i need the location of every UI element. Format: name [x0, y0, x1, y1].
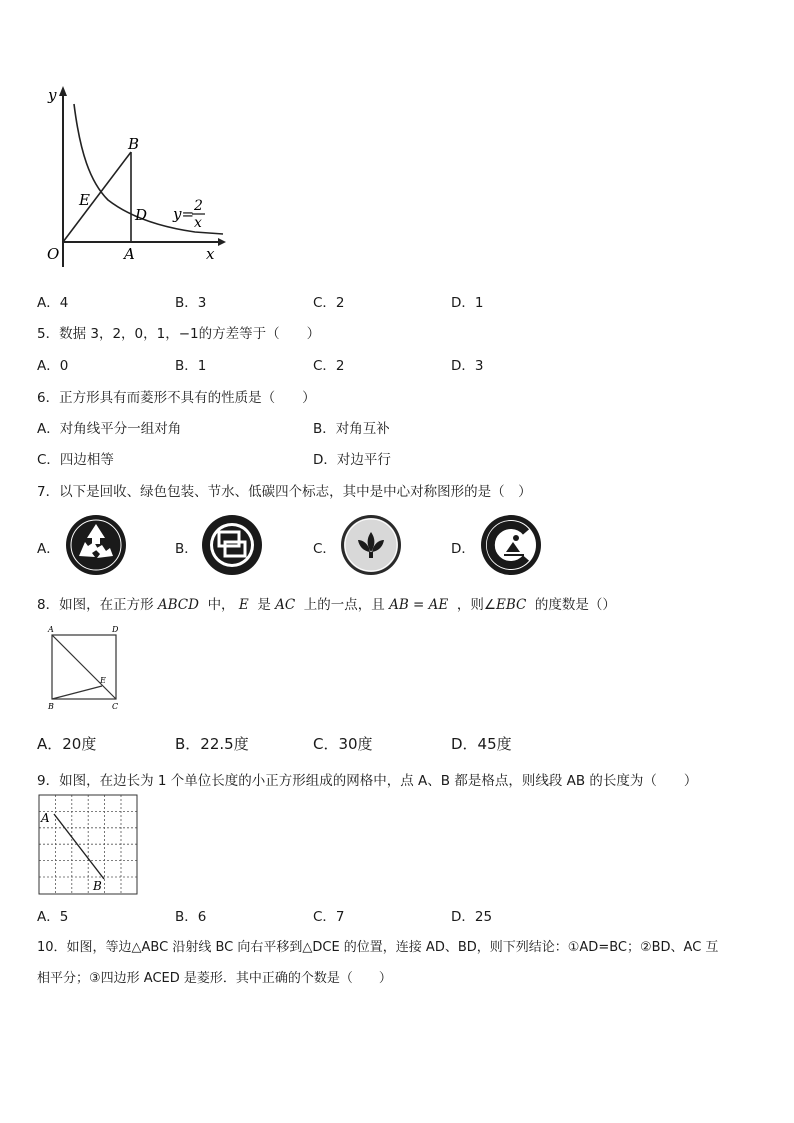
label-x: x [206, 245, 215, 263]
q8-label-D: D [112, 625, 119, 634]
q8-stem: 8．如图，在正方形 ABCD 中， E 是 AC 上的一点，且 AB = AE ，则∠EBC 的度数是（） [37, 597, 616, 613]
q4-option-a[interactable]: A．4 [37, 295, 69, 311]
q8-option-c[interactable]: C．30度 [313, 735, 373, 753]
q8-option-a[interactable]: A．20度 [37, 735, 97, 753]
segment-AB [54, 814, 104, 879]
q10-stem-line1: 10．如图，等边△ABC 沿射线 BC 向右平移到△DCE 的位置，连接 AD、BD，则下列结论：①AD=BC；②BD、AC 互 [37, 940, 719, 955]
q6-option-b[interactable]: B．对角互补 [313, 421, 390, 437]
q4-option-c[interactable]: C．2 [313, 295, 345, 311]
q9-label-A: A [41, 811, 50, 825]
q7-stem: 7．以下是回收、绿色包装、节水、低碳四个标志，其中是中心对称图形的是（ ） [37, 484, 532, 500]
water-saving-logo-icon[interactable] [340, 514, 402, 576]
diagonal-AC [52, 635, 116, 699]
q9-grid-figure [38, 794, 138, 896]
q5-option-b[interactable]: B．1 [175, 358, 207, 374]
q5-option-d[interactable]: D．3 [451, 358, 484, 374]
q8-point-E: E [238, 597, 249, 613]
q8-segment-AC: AC [275, 597, 296, 613]
q9-option-b[interactable]: B．6 [175, 909, 207, 925]
q6-option-d[interactable]: D．对边平行 [313, 452, 391, 468]
q4-option-d[interactable]: D．1 [451, 295, 484, 311]
segment-BE [52, 686, 102, 699]
q7-option-a-letter[interactable]: A． [37, 541, 60, 557]
q8-equation: AB = AE [389, 597, 449, 613]
label-O: O [47, 245, 60, 263]
q4-option-b[interactable]: B．3 [175, 295, 207, 311]
q9-grid-lines [39, 795, 137, 894]
label-y: y [48, 86, 57, 104]
curve-label-prefix: y= [173, 205, 195, 223]
q9-option-a[interactable]: A．5 [37, 909, 69, 925]
label-E: E [79, 191, 90, 209]
label-A: A [124, 245, 135, 263]
q8-square-figure [44, 623, 124, 713]
label-B: B [128, 135, 140, 153]
q9-option-c[interactable]: C．7 [313, 909, 345, 925]
q9-stem: 9．如图，在边长为 1 个单位长度的小正方形组成的网格中，点 A、B 都是格点，则线段 AB 的长度为（ ） [37, 773, 698, 789]
q8-option-b[interactable]: B．22.5度 [175, 735, 249, 753]
q9-label-B: B [93, 879, 102, 893]
curve-label-den: x [194, 215, 202, 231]
curve-label-num: 2 [194, 198, 203, 214]
low-carbon-logo-icon[interactable] [480, 514, 542, 576]
label-D: D [135, 206, 148, 224]
q8-angle: EBC [495, 597, 527, 613]
q8-label-E: E [100, 676, 106, 685]
q7-option-b-letter[interactable]: B． [175, 541, 198, 557]
q8-label-A: A [48, 625, 54, 634]
q6-option-a[interactable]: A．对角线平分一组对角 [37, 421, 182, 437]
q7-option-d-letter[interactable]: D． [451, 541, 475, 557]
q8-option-d[interactable]: D．45度 [451, 735, 512, 753]
q5-stem: 5．数据 3，2，0，1，−1的方差等于（ ） [37, 326, 321, 342]
q8-label-B: B [48, 702, 54, 711]
q6-option-c[interactable]: C．四边相等 [37, 452, 114, 468]
q8-label-C: C [112, 702, 119, 711]
q6-stem: 6．正方形具有而菱形不具有的性质是（ ） [37, 390, 316, 406]
q9-option-d[interactable]: D．25 [451, 909, 493, 925]
q4-hyperbola-figure [30, 82, 230, 267]
q5-option-c[interactable]: C．2 [313, 358, 345, 374]
green-package-logo-icon[interactable] [201, 514, 263, 576]
q5-option-a[interactable]: A．0 [37, 358, 69, 374]
recycle-logo-icon[interactable] [65, 514, 127, 576]
q7-option-c-letter[interactable]: C． [313, 541, 336, 557]
q10-stem-line2: 相平分；③四边形 ACED 是菱形．其中正确的个数是（ ） [37, 971, 392, 986]
segment-OB [63, 152, 131, 242]
q8-square-name: ABCD [157, 597, 199, 613]
